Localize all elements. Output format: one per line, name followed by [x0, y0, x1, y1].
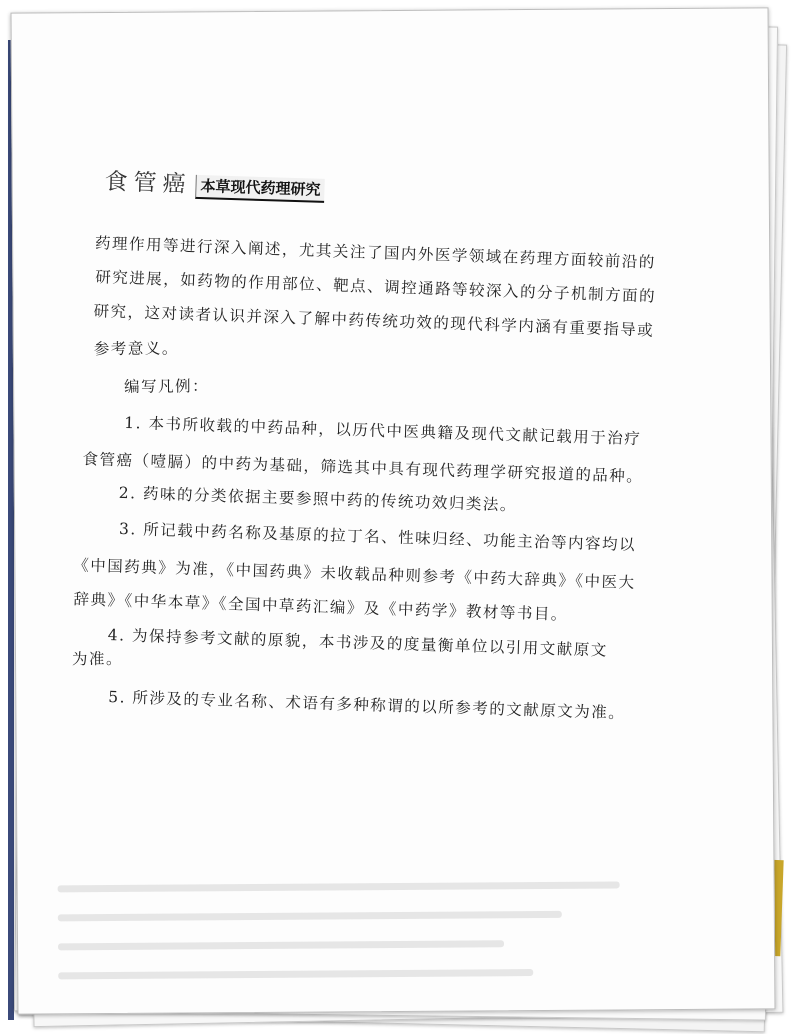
document-page	[11, 7, 776, 1014]
paragraph-line: 研究进展，如药物的作用部位、靶点、调控通路等较深入的分子机制方面的	[95, 268, 657, 306]
list-item-line: 4. 为保持参考文献的原貌，本书涉及的度量衡单位以引用文献原文	[107, 625, 609, 660]
paragraph-line: 研究，这对读者认识并深入了解中药传统功效的现代科学内涵有重要指导或	[93, 302, 655, 340]
book-title: 本草现代药理研究	[195, 175, 325, 203]
show-through-text	[57, 858, 778, 1003]
list-item-line: 辞典》《中华本草》《全国中草药汇编》及《中药学》教材等书目。	[73, 590, 569, 624]
section-heading: 编写凡例：	[124, 377, 210, 396]
paragraph-line: 参考意义。	[93, 339, 179, 359]
list-item-line: 5. 所涉及的专业名称、术语有多种称谓的以所参考的文献原文为准。	[107, 687, 626, 723]
paragraph-line: 药理作用等进行深入阐述，尤其关注了国内外医学领域在药理方面较前沿的	[94, 234, 657, 272]
list-item-line: 1. 本书所收载的中药品种，以历代中医典籍及现代文献记载用于治疗	[124, 413, 642, 449]
list-item-line: 3. 所记载中药名称及基原的拉丁名、性味归经、功能主治等内容均以	[118, 519, 637, 555]
list-item-line: 食管癌（噎膈）的中药为基础，筛选其中具有现代药理学研究报道的品种。	[82, 450, 644, 486]
list-item-line: 为准。	[71, 649, 124, 669]
series-name: 食管癌	[104, 169, 192, 198]
list-item-line: 2. 药味的分类依据主要参照中药的传统功效归类法。	[118, 483, 518, 515]
list-item-line: 《中国药典》为准，《中国药典》未收载品种则参考《中药大辞典》《中医大	[73, 556, 636, 592]
